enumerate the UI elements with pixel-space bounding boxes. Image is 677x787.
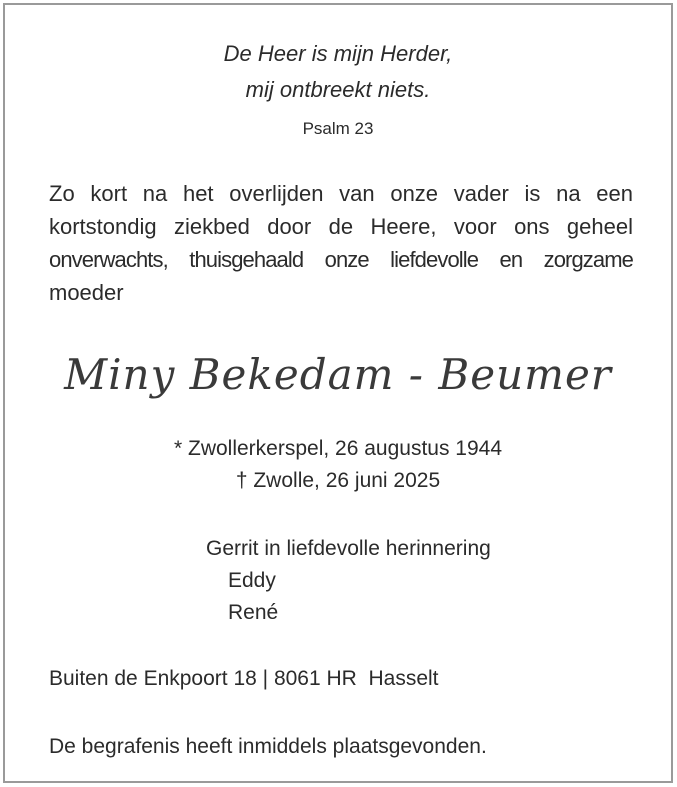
deceased-name: Miny Bekedam - Beumer: [64, 350, 612, 399]
intro-line-1: Zo kort na het overlijden van onze vader is na een: [49, 181, 633, 206]
intro-paragraph: [49, 177, 633, 309]
birth-info: * Zwollerkerspel, 26 augustus 1944: [173, 437, 503, 460]
death-info: † Zwolle, 26 juni 2025: [235, 469, 441, 492]
address: Buiten de Enkpoort 18 | 8061 HR Hasselt: [49, 667, 439, 690]
psalm-reference: Psalm 23: [302, 119, 374, 138]
family-line-3: René: [228, 601, 279, 624]
funeral-note: De begrafenis heeft inmiddels plaatsgevonden.: [49, 735, 487, 758]
intro-line-3: onverwachts, thuisgehaald onze liefdevolle en zorgzame: [49, 247, 633, 272]
family-line-1: Gerrit in liefdevolle herinnering: [206, 537, 491, 560]
family-line-2: Eddy: [228, 569, 276, 592]
announcement-frame: [3, 3, 673, 783]
motto-line-2: mij ontbreekt niets.: [245, 77, 431, 102]
intro-line-4: moeder: [49, 280, 124, 305]
intro-line-2: kortstondig ziekbed door de Heere, voor ons geheel: [49, 214, 633, 239]
motto-line-1: De Heer is mijn Herder,: [223, 41, 453, 66]
